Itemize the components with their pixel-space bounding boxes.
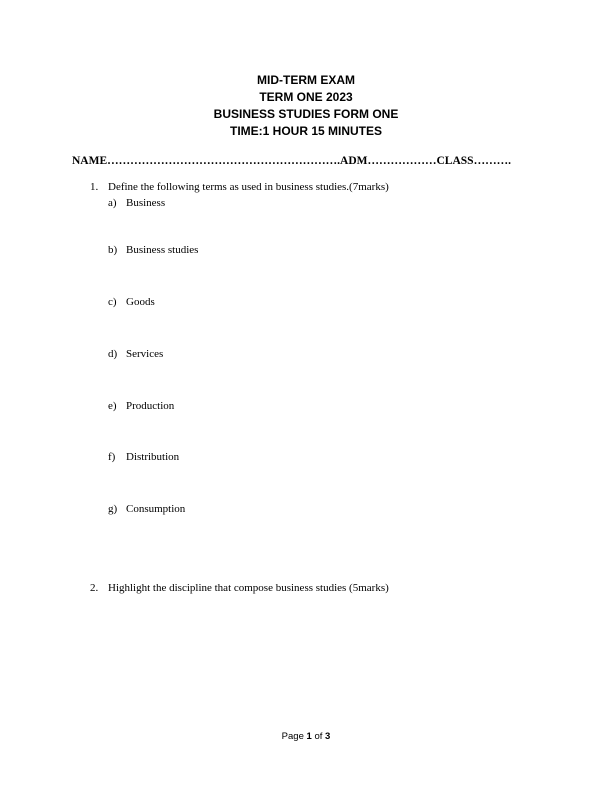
part-label: e) — [108, 400, 117, 412]
page-word: Page — [281, 731, 304, 742]
of-word: of — [314, 731, 323, 742]
exam-subject: BUSINESS STUDIES FORM ONE — [213, 107, 399, 121]
part-label: c) — [108, 296, 117, 308]
part-label: a) — [108, 197, 117, 209]
part-text: Consumption — [126, 503, 186, 515]
student-info-line — [72, 155, 511, 167]
question-1-part-b — [108, 244, 198, 256]
total-pages: 3 — [325, 731, 331, 742]
part-label: f) — [108, 451, 116, 463]
exam-duration: TIME:1 HOUR 15 MINUTES — [229, 124, 382, 138]
name-blank: ……………………………………………………. — [107, 155, 341, 167]
exam-term: TERM ONE 2023 — [259, 90, 353, 104]
part-text: Business studies — [126, 244, 199, 256]
question-1-part-g — [108, 503, 185, 515]
question-number: 1. — [90, 181, 99, 193]
part-text: Goods — [126, 296, 155, 308]
question-number: 2. — [90, 582, 99, 594]
question-1-part-a — [108, 197, 165, 209]
part-label: g) — [108, 503, 118, 515]
question-1 — [90, 181, 389, 193]
part-text: Services — [126, 348, 164, 360]
class-blank: ………. — [473, 155, 511, 167]
question-2 — [90, 582, 389, 594]
adm-blank: ……………… — [367, 155, 437, 167]
class-label: CLASS — [436, 155, 474, 167]
question-1-part-f — [108, 451, 179, 463]
exam-header — [0, 72, 612, 140]
part-text: Distribution — [126, 451, 180, 463]
part-text: Business — [126, 197, 166, 209]
part-label: d) — [108, 348, 118, 360]
adm-label: ADM — [340, 155, 368, 167]
question-1-part-e — [108, 400, 174, 412]
question-text: Define the following terms as used in business studies.(7marks) — [108, 181, 389, 193]
name-label: NAME — [72, 155, 108, 167]
question-1-part-d — [108, 348, 163, 360]
exam-title: MID-TERM EXAM — [257, 73, 355, 87]
part-label: b) — [108, 244, 118, 256]
current-page: 1 — [306, 731, 312, 742]
part-text: Production — [126, 400, 175, 412]
question-1-part-c — [108, 296, 155, 308]
question-text: Highlight the discipline that compose business studies (5marks) — [108, 582, 389, 594]
page-footer — [0, 731, 612, 742]
